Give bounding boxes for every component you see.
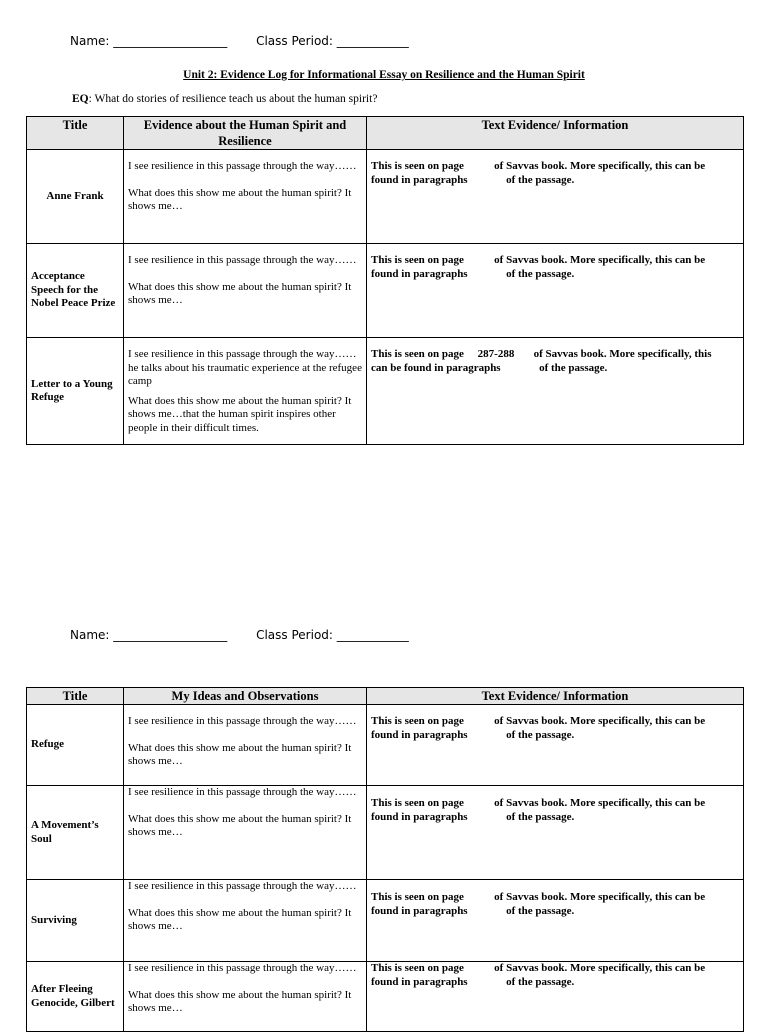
row-title: Letter to a Young Refuge xyxy=(27,338,124,445)
see-prompt: I see resilience in this passage through the way…… xyxy=(128,962,357,974)
ideas-cell[interactable] xyxy=(124,880,367,962)
show-prompt: What does this show me about the human spirit? It shows me… xyxy=(128,906,352,932)
evidence-cell[interactable] xyxy=(124,244,367,338)
evidence-table-2 xyxy=(26,687,744,1032)
table-row xyxy=(27,880,744,962)
page-ref-line: This is seen on page of Savvas book. More specifically, this can be xyxy=(371,254,706,266)
paragraph-ref-line: found in paragraphs of the passage. xyxy=(371,810,575,823)
show-prompt: What does this show me about the human spirit? It shows me…that the human spirit inspires other people in their difficult times. xyxy=(128,394,352,434)
see-prompt: I see resilience in this passage through the way…… xyxy=(128,160,357,172)
row-title: A Movement’s Soul xyxy=(27,786,124,880)
text-evidence-cell[interactable] xyxy=(367,962,744,1032)
header-text-evidence: Text Evidence/ Information xyxy=(367,117,744,150)
ideas-cell[interactable] xyxy=(124,962,367,1032)
name-field[interactable]: Name: ___________________ xyxy=(70,34,228,48)
text-evidence-cell[interactable] xyxy=(367,880,744,962)
eq-label: EQ xyxy=(72,93,89,105)
text-evidence-cell[interactable] xyxy=(367,244,744,338)
table-row xyxy=(27,962,744,1032)
header-title: Title xyxy=(27,688,124,705)
class-period-field[interactable]: Class Period: ____________ xyxy=(256,34,409,48)
paragraph-ref-line: found in paragraphs of the passage. xyxy=(371,975,575,988)
evidence-table-1 xyxy=(26,116,744,445)
table-row xyxy=(27,150,744,244)
name-class-line xyxy=(70,34,434,48)
show-prompt: What does this show me about the human spirit? It shows me… xyxy=(128,812,352,838)
row-title: Acceptance Speech for the Nobel Peace Prize xyxy=(27,244,124,338)
page-ref-line: This is seen on page of Savvas book. More specifically, this can be xyxy=(371,715,706,727)
paragraph-ref-line: found in paragraphs of the passage. xyxy=(371,904,575,917)
text-evidence-cell[interactable] xyxy=(367,150,744,244)
name-field[interactable]: Name: ___________________ xyxy=(70,628,228,642)
table-row xyxy=(27,244,744,338)
evidence-cell[interactable] xyxy=(124,338,367,445)
header-ideas: My Ideas and Observations xyxy=(124,688,367,705)
header-title: Title xyxy=(27,117,124,150)
show-prompt: What does this show me about the human spirit? It shows me… xyxy=(128,741,352,767)
text-evidence-cell[interactable] xyxy=(367,786,744,880)
table-row xyxy=(27,338,744,445)
see-prompt: I see resilience in this passage through the way…… xyxy=(128,880,357,892)
text-evidence-cell[interactable] xyxy=(367,705,744,786)
table-row xyxy=(27,705,744,786)
class-period-field[interactable]: Class Period: ____________ xyxy=(256,628,409,642)
row-title: After Fleeing Genocide, Gilbert xyxy=(27,962,124,1032)
show-prompt: What does this show me about the human spirit? It shows me… xyxy=(128,988,352,1014)
row-title: Surviving xyxy=(27,880,124,962)
row-title: Anne Frank xyxy=(27,150,124,244)
ideas-cell[interactable] xyxy=(124,705,367,786)
page-ref-line: This is seen on page of Savvas book. More specifically, this can be xyxy=(371,160,706,172)
page-ref-line: This is seen on page 287-288 of Savvas book. More specifically, this xyxy=(371,348,712,360)
ideas-cell[interactable] xyxy=(124,786,367,880)
header-text-evidence: Text Evidence/ Information xyxy=(367,688,744,705)
see-prompt: I see resilience in this passage through the way…… xyxy=(128,786,357,798)
see-prompt: I see resilience in this passage through the way……he talks about his traumatic experience at the refugee camp xyxy=(128,348,362,387)
see-prompt: I see resilience in this passage through the way…… xyxy=(128,715,357,727)
header-evidence: Evidence about the Human Spirit and Resilience xyxy=(124,117,367,150)
essential-question xyxy=(72,93,377,105)
page-ref-line: This is seen on page of Savvas book. More specifically, this can be xyxy=(371,891,706,903)
name-class-line xyxy=(70,628,434,642)
paragraph-ref-line: found in paragraphs of the passage. xyxy=(371,267,575,280)
paragraph-ref-line: found in paragraphs of the passage. xyxy=(371,173,575,186)
show-prompt: What does this show me about the human spirit? It shows me… xyxy=(128,280,352,306)
show-prompt: What does this show me about the human spirit? It shows me… xyxy=(128,186,352,212)
evidence-cell[interactable] xyxy=(124,150,367,244)
unit-title: Unit 2: Evidence Log for Informational Essay on Resilience and the Human Spirit xyxy=(183,69,585,81)
eq-text: : What do stories of resilience teach us about the human spirit? xyxy=(88,93,378,105)
page-ref-line: This is seen on page of Savvas book. More specifically, this can be xyxy=(371,797,706,809)
paragraph-ref-line: can be found in paragraphs of the passage. xyxy=(371,361,608,374)
see-prompt: I see resilience in this passage through the way…… xyxy=(128,254,357,266)
paragraph-ref-line: found in paragraphs of the passage. xyxy=(371,728,575,741)
row-title: Refuge xyxy=(27,705,124,786)
table-row xyxy=(27,786,744,880)
page-ref-line: This is seen on page of Savvas book. More specifically, this can be xyxy=(371,962,706,974)
text-evidence-cell[interactable] xyxy=(367,338,744,445)
